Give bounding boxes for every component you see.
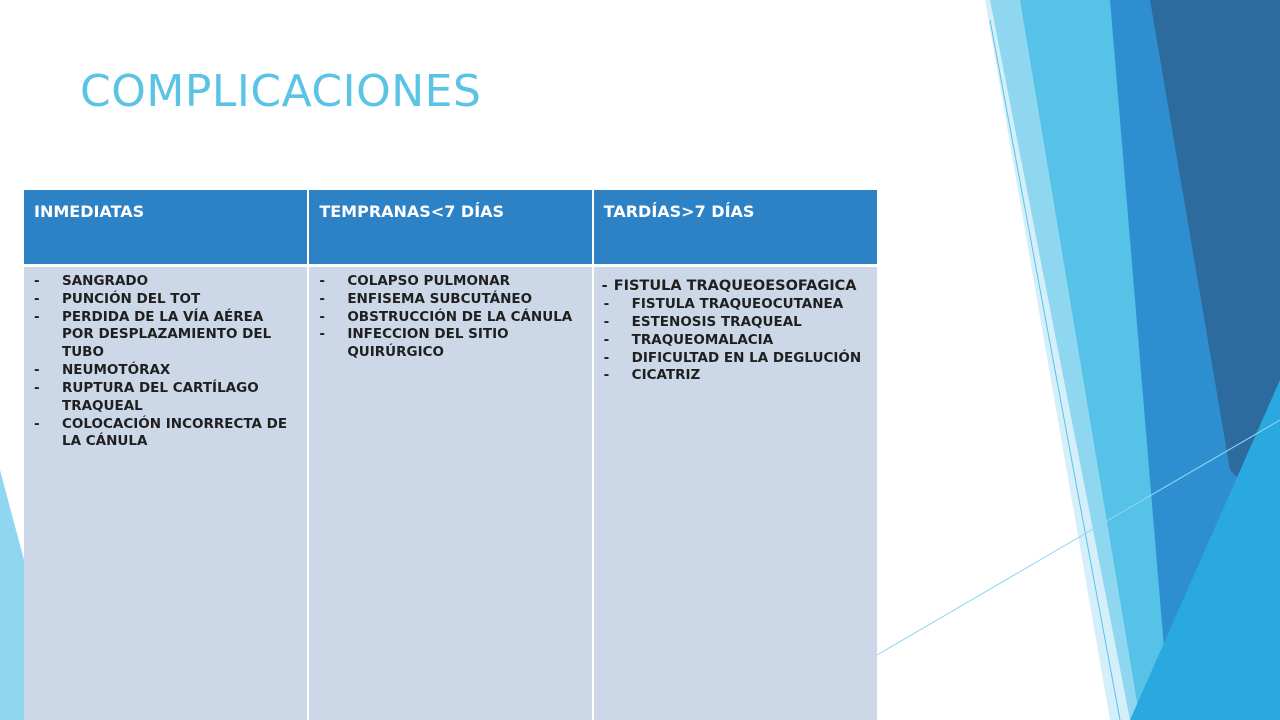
list-item: - PERDIDA DE LA VÍA AÉREA POR DESPLAZAMIENTO DEL TUBO (32, 309, 299, 362)
lead-dash: - (601, 278, 608, 294)
list-item: - DIFICULTAD EN LA DEGLUCIÓN (602, 350, 869, 368)
list-item: - ESTENOSIS TRAQUEAL (602, 314, 869, 332)
table-header-row (24, 190, 877, 266)
cell-inmediatas (24, 266, 308, 720)
complications-table-container (24, 190, 877, 720)
list-item: - RUPTURA DEL CARTÍLAGO TRAQUEAL (32, 380, 299, 416)
left-sliver-shape (0, 470, 24, 720)
list-item: - FISTULA TRAQUEOCUTANEA (602, 296, 869, 314)
list-item: - SANGRADO (32, 273, 299, 291)
list-tempranas (317, 273, 583, 362)
table-body-row (24, 266, 877, 720)
header-tempranas: TEMPRANAS<7 DÍAS (308, 190, 592, 266)
list-tardias (602, 296, 869, 385)
header-tardias: TARDÍAS>7 DÍAS (593, 190, 877, 266)
lead-item (602, 277, 869, 296)
complications-table (24, 190, 877, 720)
list-item: - NEUMOTÓRAX (32, 362, 299, 380)
lead-item-text: FISTULA TRAQUEOESOFAGICA (613, 278, 857, 294)
cell-tardias (593, 266, 877, 720)
list-item: - PUNCIÓN DEL TOT (32, 291, 299, 309)
list-item: - CICATRIZ (602, 367, 869, 385)
list-item: - COLAPSO PULMONAR (317, 273, 583, 291)
header-inmediatas: INMEDIATAS (24, 190, 308, 266)
cell-tempranas (308, 266, 592, 720)
list-item: - OBSTRUCCIÓN DE LA CÁNULA (317, 309, 583, 327)
list-item: - TRAQUEOMALACIA (602, 332, 869, 350)
list-inmediatas (32, 273, 299, 451)
slide-title: COMPLICACIONES (80, 66, 482, 117)
list-item: - INFECCION DEL SITIO QUIRÚRGICO (317, 326, 583, 362)
list-item: - ENFISEMA SUBCUTÁNEO (317, 291, 583, 309)
list-item: - COLOCACIÓN INCORRECTA DE LA CÁNULA (32, 416, 299, 452)
